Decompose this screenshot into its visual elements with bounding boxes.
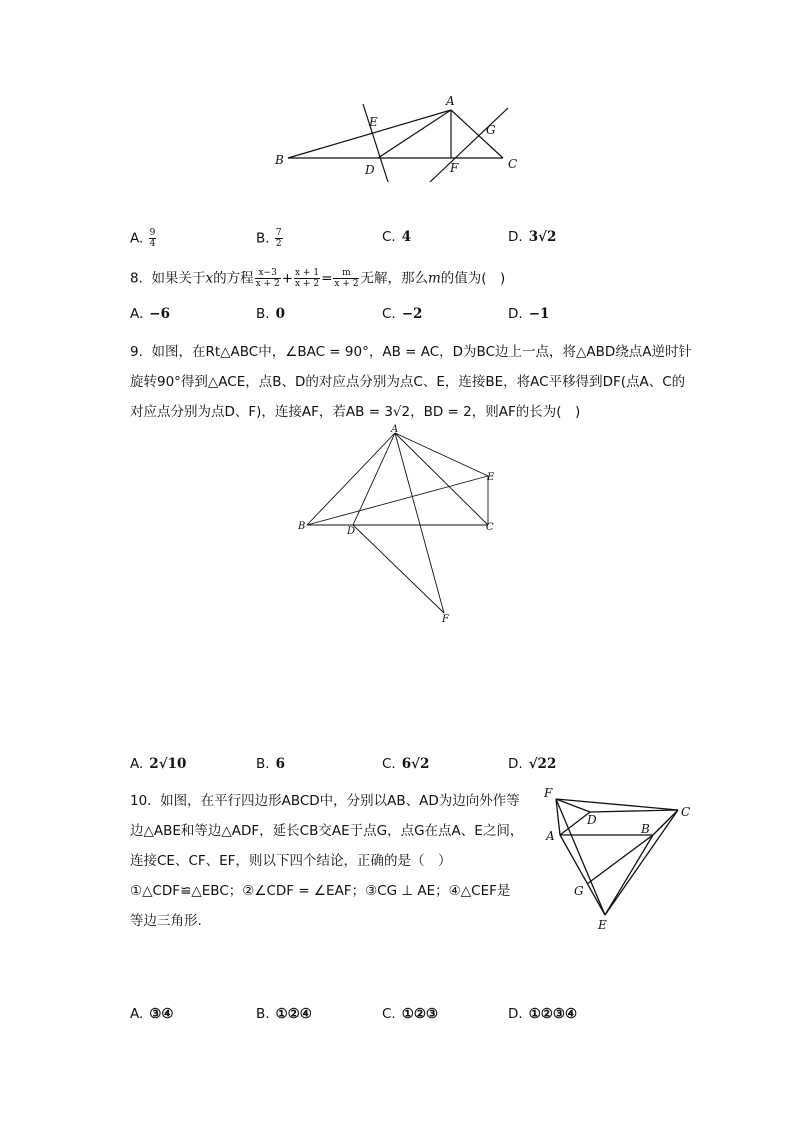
option-letter: D. bbox=[508, 756, 523, 772]
var-x: x bbox=[205, 270, 214, 287]
q10-option-d[interactable] bbox=[508, 1006, 577, 1022]
option-value: √22 bbox=[528, 756, 557, 772]
fraction: $\frac{9}{4}$ bbox=[149, 228, 156, 249]
option-letter: D. bbox=[508, 306, 523, 322]
q7-option-c[interactable] bbox=[382, 229, 411, 245]
q8-text: 无解，那么 bbox=[360, 270, 428, 287]
q7-label-E: E bbox=[369, 115, 378, 129]
q9-label-E: E bbox=[487, 472, 495, 483]
option-value: ①②③④ bbox=[528, 1006, 578, 1022]
q10-label-E: E bbox=[598, 918, 607, 932]
q7-option-b[interactable] bbox=[256, 228, 284, 249]
option-value: 0 bbox=[275, 306, 285, 322]
option-letter: D. bbox=[508, 1006, 523, 1022]
option-value: −2 bbox=[401, 306, 423, 322]
q8-text: 的方程 bbox=[213, 270, 254, 287]
q7-label-A: A bbox=[446, 94, 455, 108]
q10-label-F: F bbox=[544, 786, 553, 800]
q10-figure bbox=[540, 785, 700, 935]
option-letter: C. bbox=[382, 306, 396, 322]
q10-line-5: 等边三角形. bbox=[130, 913, 202, 929]
equals-sign: = bbox=[321, 270, 333, 287]
q8-question bbox=[130, 268, 505, 289]
option-value: 6√2 bbox=[401, 756, 430, 772]
question-number: 10. bbox=[130, 793, 152, 809]
q8-option-a[interactable] bbox=[130, 306, 170, 322]
fraction: $\frac{x + 1}{x + 2}$ bbox=[295, 268, 320, 289]
q9-question bbox=[130, 337, 692, 427]
question-number: 9. bbox=[130, 344, 143, 360]
q9-line-1 bbox=[130, 337, 692, 367]
option-value: ①②④ bbox=[275, 1006, 312, 1022]
q7-label-C: C bbox=[508, 157, 518, 171]
option-letter: D. bbox=[508, 229, 523, 245]
q9-line-2: 旋转90°得到△ACE，点B、D的对应点分别为点C、E，连接BE，将AC平移得到DF(点A、C的 bbox=[130, 374, 686, 390]
q9-option-b[interactable] bbox=[256, 756, 285, 772]
q10-label-B: B bbox=[641, 822, 650, 836]
q9-label-C: C bbox=[486, 522, 494, 533]
option-letter: A. bbox=[130, 230, 144, 247]
q9-option-d[interactable] bbox=[508, 756, 556, 772]
option-value: 3√2 bbox=[528, 229, 557, 245]
q9-option-c[interactable] bbox=[382, 756, 429, 772]
option-value: −6 bbox=[149, 306, 171, 322]
q7-label-F: F bbox=[450, 161, 459, 175]
q10-option-b[interactable] bbox=[256, 1006, 312, 1022]
q8-text: 如果关于 bbox=[151, 270, 206, 287]
option-letter: C. bbox=[382, 756, 396, 772]
plus-sign: + bbox=[281, 270, 293, 287]
q10-option-a[interactable] bbox=[130, 1006, 174, 1022]
q8-option-b[interactable] bbox=[256, 306, 285, 322]
option-letter: B. bbox=[256, 306, 270, 322]
q10-label-C: C bbox=[681, 805, 691, 819]
fraction: $\frac{x-3}{x + 2}$ bbox=[255, 268, 280, 289]
q8-option-d[interactable] bbox=[508, 306, 549, 322]
fraction: $\frac{m}{x + 2}$ bbox=[334, 268, 359, 289]
q10-label-D: D bbox=[587, 813, 597, 827]
option-letter: A. bbox=[130, 1006, 144, 1022]
q9-line-3: 对应点分别为点D、F)，连接AF，若AB = 3√2，BD = 2，则AF的长为( ) bbox=[130, 404, 581, 420]
option-letter: A. bbox=[130, 756, 144, 772]
q10-question bbox=[130, 786, 523, 936]
q9-label-D: D bbox=[347, 526, 356, 537]
q7-label-G: G bbox=[486, 123, 496, 137]
q10-label-A: A bbox=[546, 829, 555, 843]
q9-label-A: A bbox=[391, 424, 399, 435]
option-letter: A. bbox=[130, 306, 144, 322]
q10-label-G: G bbox=[574, 884, 584, 898]
q10-line-2: 边△ABE和等边△ADF，延长CB交AE于点G，点G在点A、E之间， bbox=[130, 823, 524, 839]
q10-option-c[interactable] bbox=[382, 1006, 438, 1022]
option-value: 2√10 bbox=[149, 756, 187, 772]
q10-text: 如图，在平行四边形ABCD中，分别以AB、AD为边向外作等 bbox=[160, 793, 520, 809]
option-letter: B. bbox=[256, 756, 270, 772]
q9-label-B: B bbox=[298, 521, 306, 532]
option-letter: B. bbox=[256, 230, 270, 247]
q10-line-4: ①△CDF≌△EBC；②∠CDF = ∠EAF；③CG ⊥ AE；④△CEF是 bbox=[130, 883, 511, 899]
q7-label-B: B bbox=[275, 153, 284, 167]
q9-figure bbox=[295, 425, 505, 625]
q9-option-a[interactable] bbox=[130, 756, 186, 772]
option-value: 6 bbox=[275, 756, 285, 772]
q8-text: 的值为( ) bbox=[440, 270, 506, 287]
option-letter: C. bbox=[382, 1006, 396, 1022]
option-value: ①②③ bbox=[401, 1006, 439, 1022]
q7-option-d[interactable] bbox=[508, 229, 556, 245]
q9-label-F: F bbox=[442, 614, 449, 625]
q7-figure bbox=[270, 90, 530, 185]
q10-line-3: 连接CE、CF、EF，则以下四个结论，正确的是（ ） bbox=[130, 853, 452, 869]
fraction: $\frac{7}{2}$ bbox=[275, 228, 282, 249]
option-letter: C. bbox=[382, 229, 396, 245]
q9-text: 如图，在Rt△ABC中，∠BAC = 90°，AB = AC，D为BC边上一点，将△ABD绕点A逆时针 bbox=[151, 344, 693, 360]
option-value: 4 bbox=[401, 229, 412, 245]
q7-option-a[interactable] bbox=[130, 228, 157, 249]
option-value: −1 bbox=[528, 306, 550, 322]
option-value: ③④ bbox=[149, 1006, 174, 1022]
q7-label-D: D bbox=[365, 163, 375, 177]
var-m: m bbox=[427, 270, 441, 287]
q8-option-c[interactable] bbox=[382, 306, 422, 322]
question-number: 8. bbox=[130, 270, 143, 287]
option-letter: B. bbox=[256, 1006, 270, 1022]
q10-line-1 bbox=[130, 786, 523, 816]
